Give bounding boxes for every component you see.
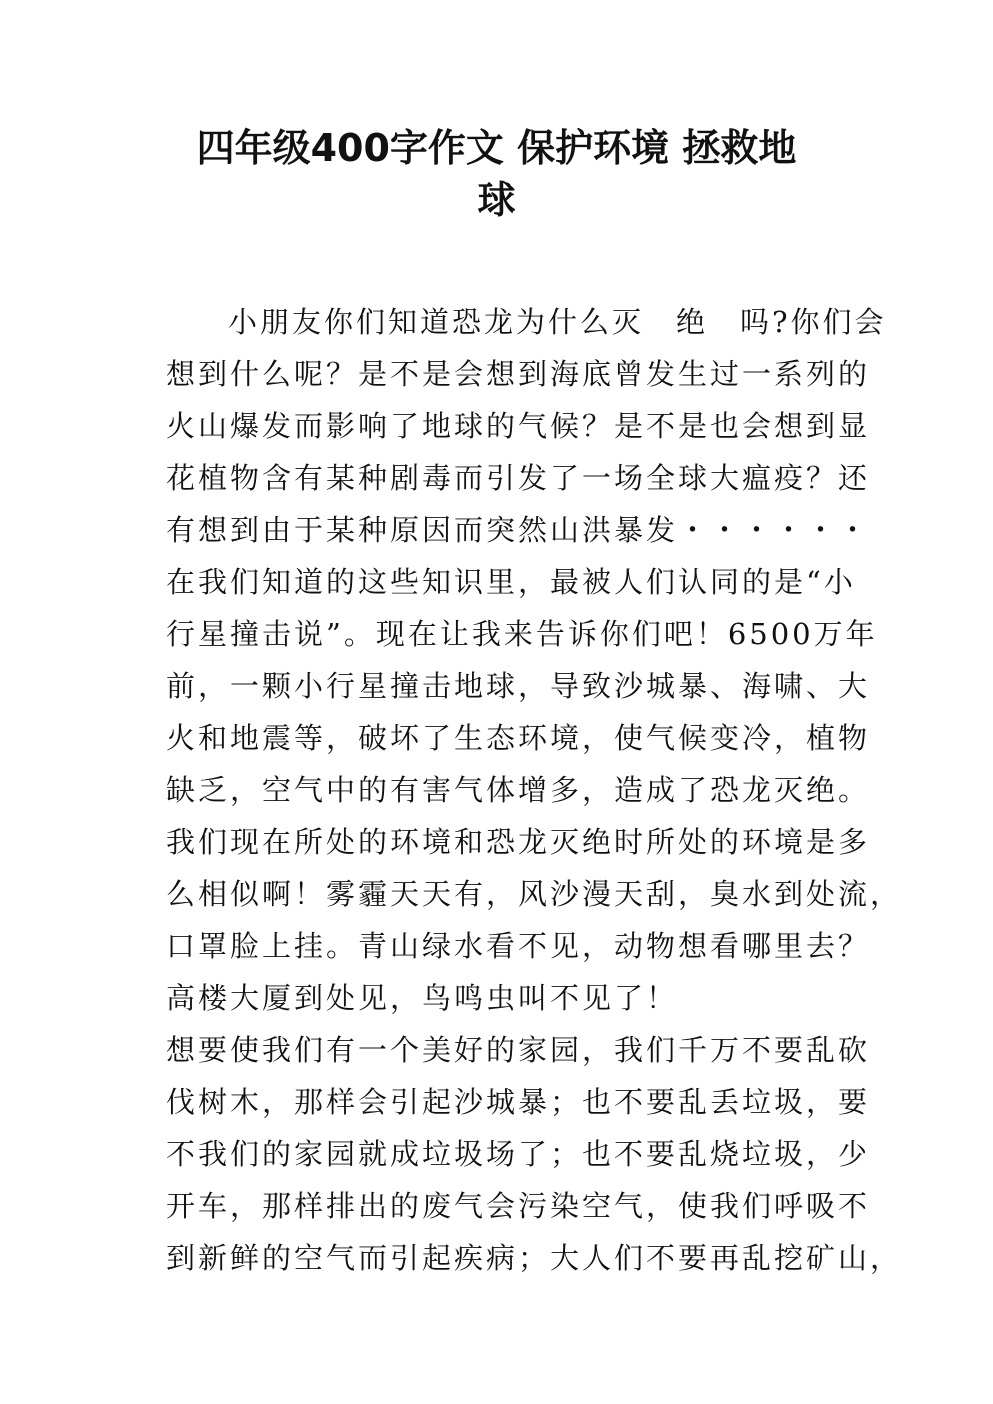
document-title-line-2: 球 [477,178,516,222]
body-line: 么相似啊！雾霾天天有，风沙漫天刮，臭水到处流， [166,877,903,911]
body-line: 口罩脸上挂。青山绿水看不见，动物想看哪里去？ [166,929,871,963]
body-line: 我们现在所处的环境和恐龙灭绝时所处的环境是多 [166,825,871,859]
body-line: 到新鲜的空气而引起疾病；大人们不要再乱挖矿山， [166,1241,903,1275]
body-line: 想到什么呢？是不是会想到海底曾发生过一系列的 [166,357,871,391]
body-line: 伐树木，那样会引起沙城暴；也不要乱丢垃圾，要 [166,1085,871,1119]
body-line: 开车，那样排出的废气会污染空气，使我们呼吸不 [166,1189,871,1223]
body-line: 高楼大厦到处见，鸟鸣虫叫不见了！ [166,981,679,1015]
body-line: 想要使我们有一个美好的家园，我们千万不要乱砍 [166,1033,871,1067]
body-line: 缺乏，空气中的有害气体增多，造成了恐龙灭绝。 [166,773,871,807]
body-line: 小朋友你们知道恐龙为什么灭 绝 吗?你们会 [228,305,887,339]
body-line: 在我们知道的这些知识里，最被人们认同的是“小 [166,565,856,599]
body-line: 行星撞击说”。现在让我来告诉你们吧！6500万年 [166,617,878,651]
body-line: 有想到由于某种原因而突然山洪暴发・・・・・・ [166,513,871,547]
document-title-line-1: 四年级400字作文 保护环境 拯救地 [196,126,797,170]
body-line: 不我们的家园就成垃圾场了；也不要乱烧垃圾，少 [166,1137,871,1171]
body-line: 火和地震等，破坏了生态环境，使气候变冷，植物 [166,721,871,755]
body-line: 前，一颗小行星撞击地球，导致沙城暴、海啸、大 [166,669,871,703]
body-line: 花植物含有某种剧毒而引发了一场全球大瘟疫？还 [166,461,871,495]
body-line: 火山爆发而影响了地球的气候？是不是也会想到显 [166,409,871,443]
document-body [166,296,903,1284]
